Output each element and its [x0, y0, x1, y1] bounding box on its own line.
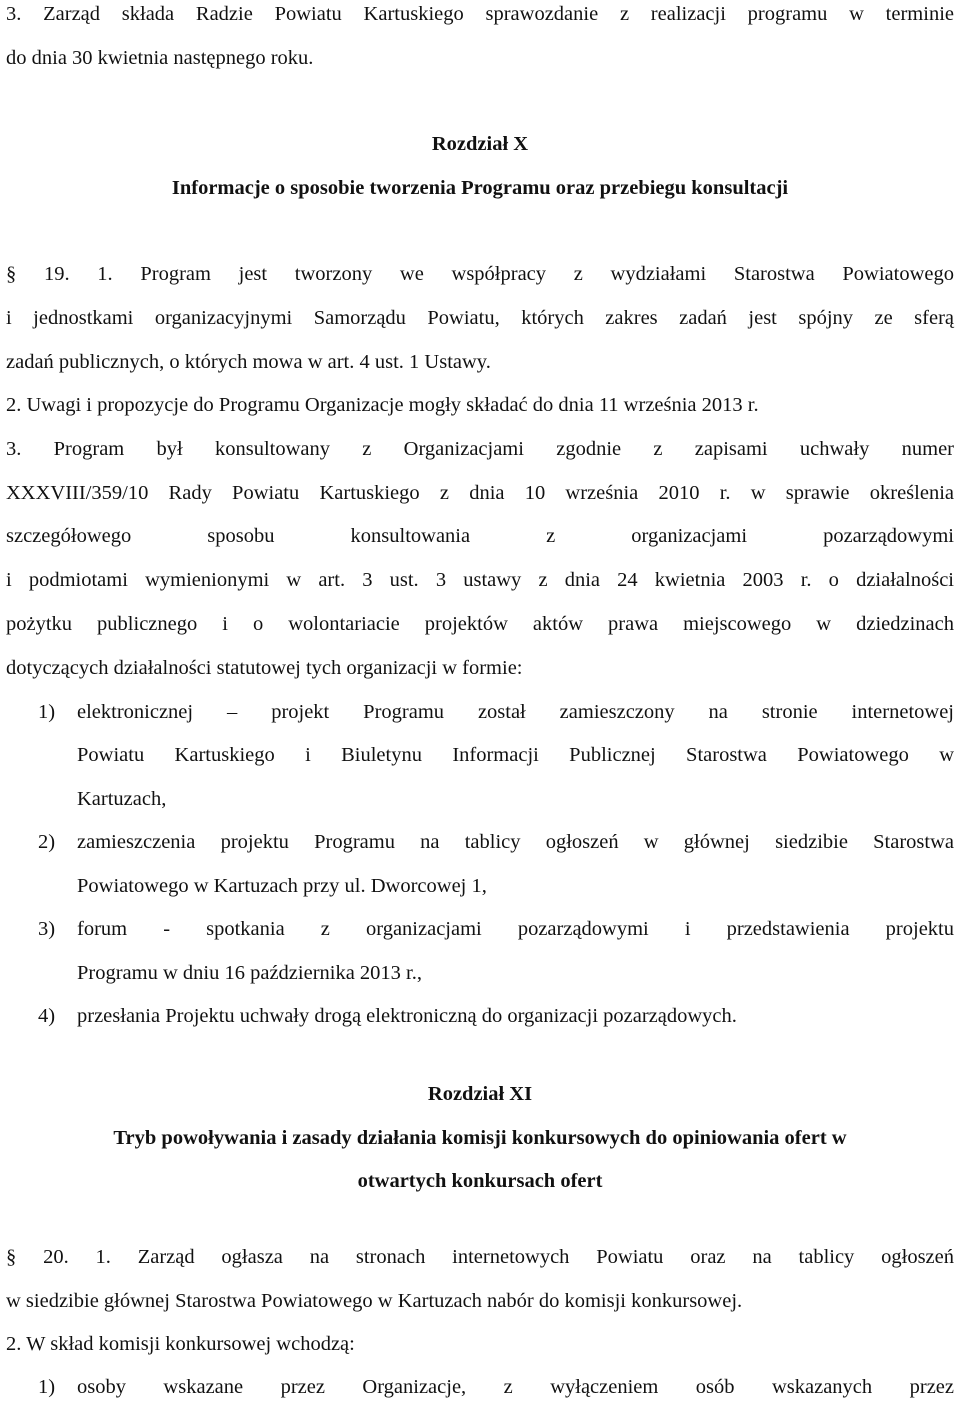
chapter-title: Informacje o sposobie tworzenia Programu oraz przebiegu konsultacji	[171, 177, 789, 199]
paragraph-line: dotyczących działalności statutowej tych organizacji w formie:	[6, 657, 523, 679]
list-item-text: Kartuzach,	[77, 788, 167, 810]
paragraph-line: zadań publicznych, o których mowa w art. 4 ust. 1 Ustawy.	[6, 351, 491, 373]
paragraph-line: 3. Program był konsultowany z Organizacjami zgodnie z zapisami uchwały numer	[6, 438, 954, 460]
list-item-text: forum - spotkania z organizacjami pozarządowymi i przedstawienia projektu	[77, 918, 954, 940]
paragraph-line: i podmiotami wymienionymi w art. 3 ust. 3 ustawy z dnia 24 kwietnia 2003 r. o działalności	[6, 569, 954, 591]
list-item-text: elektronicznej – projekt Programu został zamieszczony na stronie internetowej	[77, 701, 954, 723]
list-item-text: osoby wskazane przez Organizacje, z wyłączeniem osób wskazanych przez	[77, 1376, 954, 1398]
paragraph-line: XXXVIII/359/10 Rady Powiatu Kartuskiego z dnia 10 września 2010 r. w sprawie określenia	[6, 482, 954, 504]
list-item-number: 3)	[38, 918, 56, 940]
list-item-text: zamieszczenia projektu Programu na tablicy ogłoszeń w głównej siedzibie Starostwa	[77, 831, 954, 853]
paragraph-line: 2. Uwagi i propozycje do Programu Organizacje mogły składać do dnia 11 września 2013 r.	[6, 394, 759, 416]
list-item-text: Powiatowego w Kartuzach przy ul. Dworcowej 1,	[77, 875, 487, 897]
paragraph-line: i jednostkami organizacyjnymi Samorządu Powiatu, których zakres zadań jest spójny ze sferą	[6, 307, 954, 329]
section-heading-line: § 19. 1. Program jest tworzony we współpracy z wydziałami Starostwa Powiatowego	[6, 263, 954, 285]
list-item-number: 4)	[38, 1005, 56, 1027]
chapter-number: Rozdział X	[431, 133, 529, 155]
chapter-title: Tryb powoływania i zasady działania komisji konkursowych do opiniowania ofert w	[113, 1127, 847, 1149]
section-heading-line: § 20. 1. Zarząd ogłasza na stronach internetowych Powiatu oraz na tablicy ogłoszeń	[6, 1246, 954, 1268]
list-item-number: 1)	[38, 701, 56, 723]
paragraph-line: 3. Zarząd składa Radzie Powiatu Kartuskiego sprawozdanie z realizacji programu w terminie	[6, 3, 954, 25]
paragraph-line: 2. W skład komisji konkursowej wchodzą:	[6, 1333, 355, 1355]
paragraph-line: pożytku publicznego i o wolontariacie projektów aktów prawa miejscowego w dziedzinach	[6, 613, 954, 635]
list-item-text: Programu w dniu 16 października 2013 r.,	[77, 962, 423, 984]
list-item-number: 2)	[38, 831, 56, 853]
list-item-text: Powiatu Kartuskiego i Biuletynu Informacji Publicznej Starostwa Powiatowego w	[77, 744, 954, 766]
list-item-number: 1)	[38, 1376, 56, 1398]
list-item-text: przesłania Projektu uchwały drogą elektroniczną do organizacji pozarządowych.	[77, 1005, 737, 1027]
paragraph-line: w siedzibie głównej Starostwa Powiatowego w Kartuzach nabór do komisji konkursowej.	[6, 1290, 743, 1312]
paragraph-line: do dnia 30 kwietnia następnego roku.	[6, 47, 314, 69]
chapter-title: otwartych konkursach ofert	[357, 1170, 603, 1192]
paragraph-line: szczegółowego sposobu konsultowania z organizacjami pozarządowymi	[6, 525, 954, 547]
chapter-number: Rozdział XI	[427, 1083, 533, 1105]
